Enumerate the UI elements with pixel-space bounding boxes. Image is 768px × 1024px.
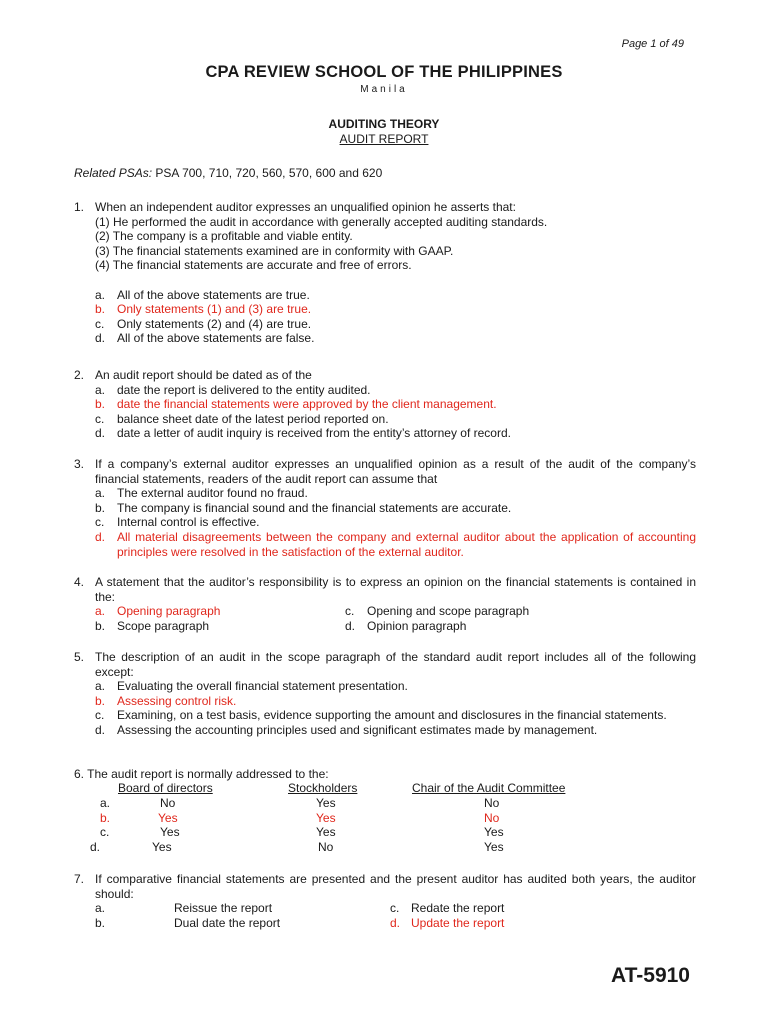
choice-b: b. Scope paragraph	[95, 618, 210, 633]
question-stem: When an independent auditor expresses an unqualified opinion he asserts that:	[95, 200, 516, 214]
question-7	[74, 872, 696, 931]
related-psas	[74, 166, 382, 180]
choice-b-answer: b. Only statements (1) and (3) are true.	[95, 302, 312, 317]
choice-a: a. Evaluating the overall financial statement presentation.	[95, 679, 408, 694]
choice-b-answer: b. date the financial statements were approved by the client management.	[95, 397, 497, 412]
choice-c: c. Internal control is effective.	[95, 515, 260, 530]
question-stem: If a company’s external auditor expresses an unqualified opinion as a result of the audit of the company’s financial statements, readers of the audit report can assume that	[95, 457, 696, 486]
statement: (1) He performed the audit in accordance with generally accepted auditing standards.	[95, 214, 548, 229]
column-header: Stockholders	[288, 781, 358, 795]
question-4	[74, 575, 696, 633]
topic-heading: AUDIT REPORT	[339, 132, 429, 146]
question-stem: If comparative financial statements are presented and the present auditor has audited both years, the auditor should:	[95, 872, 696, 901]
answer-table	[74, 781, 696, 855]
choice-d-answer: d. All material disagreements between the company and external auditor about the application of accounting principles were resolved in the satisfaction of the external auditor.	[95, 529, 696, 559]
choice-d: d. date a letter of audit inquiry is received from the entity’s attorney of record.	[95, 426, 511, 441]
choice-d: d. All of the above statements are false.	[95, 331, 315, 346]
table-row: c. Yes Yes Yes	[100, 825, 504, 840]
choice-b: b. The company is financial sound and the financial statements are accurate.	[95, 500, 512, 515]
question-number: 3.	[74, 457, 85, 471]
choice-c-text: Redate the report	[411, 901, 505, 916]
question-number: 2.	[74, 368, 85, 382]
choice-a: a. date the report is delivered to the entity audited.	[95, 382, 371, 397]
question-stem: A statement that the auditor’s responsibility is to express an opinion on the financial statements is contained in the:	[95, 575, 696, 604]
choice-b-letter: b.	[95, 915, 106, 930]
choice-d-text-answer: Update the report	[411, 915, 505, 930]
city-subtitle: Manila	[360, 84, 408, 95]
choice-c: c. Only statements (2) and (4) are true.	[95, 316, 312, 331]
choice-a: a. All of the above statements are true.	[95, 287, 310, 302]
statement: (2) The company is a profitable and viable entity.	[95, 229, 353, 244]
table-row: a. No Yes No	[100, 795, 500, 810]
related-value: PSA 700, 710, 720, 560, 570, 600 and 620	[155, 166, 383, 180]
choices-row	[74, 901, 696, 916]
column-header: Chair of the Audit Committee	[412, 781, 566, 795]
choice-b-text: Dual date the report	[174, 915, 281, 930]
question-stem: 6. The audit report is normally addressed to the:	[74, 767, 329, 781]
column-header: Board of directors	[118, 781, 213, 795]
choice-c-letter: c.	[390, 901, 400, 916]
choice-c: c. balance sheet date of the latest period reported on.	[95, 411, 389, 426]
choice-d: d. Assessing the accounting principles used and significant estimates made by management.	[95, 722, 598, 737]
table-header	[74, 781, 696, 796]
choice-c: c. Opening and scope paragraph	[345, 604, 530, 619]
choice-a-letter: a.	[95, 901, 106, 916]
choice-a: a. The external auditor found no fraud.	[95, 486, 308, 501]
question-number: 4.	[74, 575, 85, 589]
statement: (4) The financial statements are accurate and free of errors.	[95, 258, 412, 273]
choices-grid	[95, 604, 696, 633]
choice-c: c. Examining, on a test basis, evidence supporting the amount and disclosures in the financial statements.	[95, 708, 667, 723]
table-row-answer: b. Yes Yes No	[100, 810, 500, 825]
question-number: 1.	[74, 200, 85, 214]
choice-a-text: Reissue the report	[174, 901, 273, 916]
question-6	[74, 767, 566, 855]
table-row: d. Yes No Yes	[90, 840, 504, 855]
question-3	[74, 457, 696, 559]
question-stem: An audit report should be dated as of the	[95, 368, 312, 382]
question-number: 5.	[74, 650, 85, 664]
choice-b-answer: b. Assessing control risk.	[95, 693, 237, 708]
question-2	[74, 368, 696, 441]
choices-row	[74, 916, 696, 931]
related-label: Related PSAs:	[74, 166, 153, 180]
choice-a-answer: a. Opening paragraph	[95, 604, 221, 619]
question-5	[74, 650, 696, 738]
school-title: CPA REVIEW SCHOOL OF THE PHILIPPINES	[205, 63, 563, 81]
page-number: Page 1 of 49	[621, 38, 684, 50]
choice-d: d. Opinion paragraph	[345, 618, 467, 633]
document-code: AT-5910	[611, 964, 690, 987]
question-number: 7.	[74, 872, 85, 886]
question-1	[74, 200, 696, 346]
choice-d-letter-answer: d.	[390, 915, 401, 930]
statement: (3) The financial statements examined are in conformity with GAAP.	[95, 243, 454, 258]
question-stem: The description of an audit in the scope paragraph of the standard audit report includes all of the following except:	[95, 650, 696, 679]
subject-heading: AUDITING THEORY	[328, 117, 440, 131]
